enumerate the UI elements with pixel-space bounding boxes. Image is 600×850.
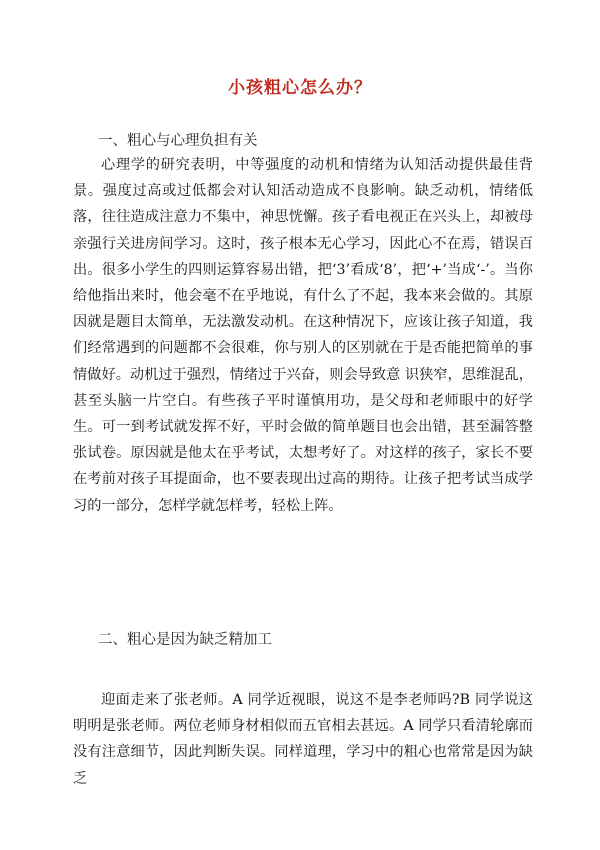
section-heading-2: 二、粗心是因为缺乏精加工 [98,632,272,648]
section-heading-1: 一、粗心与心理负担有关 [98,133,258,149]
document-title: 小孩粗心怎么办？ [228,78,372,98]
section-paragraph-2: 迎面走来了张老师。A 同学近视眼，说这不是李老师吗?B 同学说这明明是张老师。两位老师身材相似而五官相去甚远。A 同学只看清轮廓而没有注意细节，因此判断失误。同样道理，学习中的粗心也常常是因为缺乏 [73,692,533,787]
section-paragraph-1: 心理学的研究表明，中等强度的动机和情绪为认知活动提供最佳背景。强度过高或过低都会对认知活动造成不良影响。缺乏动机，情绪低落，往往造成注意力不集中，神思恍懈。孩子看电视正在兴头上，却被母亲强行关进房间学习。这时，孩子根本无心学习，因此心不在焉，错误百出。很多小学生的四则运算容易出错，把‘3’看成‘8’，把‘+’当成‘-’。当你给他指出来时，他会毫不在乎地说，有什么了不起，我本来会做的。其原因就是题目太简单，无法激发动机。在这种情况下，应该让孩子知道，我们经常遇到的问题都不会很难，你与别人的区别就在于是否能把简单的事情做好。动机过于强烈，情绪过于兴奋，则会导致意 识狭窄，思维混乱，甚至头脑一片空白。有些孩子平时谨慎用功，是父母和老师眼中的好学生。可一到考试就发挥不好，平时会做的简单题目也会出错，甚至漏答整张试卷。原因就是他太在乎考试，太想考好了。对这样的孩子，家长不要在考前对孩子耳提面命，也不要表现出过高的期待。让孩子把考试当成学习的一部分，怎样学就怎样考，轻松上阵。 [73,157,533,514]
